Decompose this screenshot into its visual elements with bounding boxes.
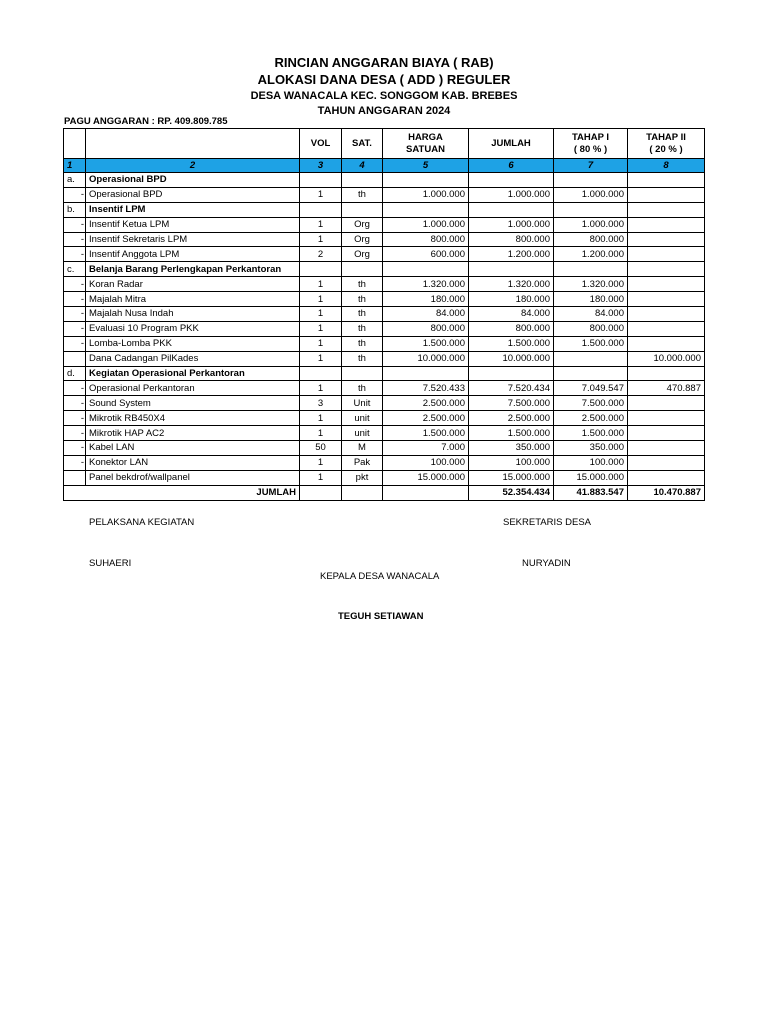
item-sat: Org bbox=[342, 217, 383, 232]
kepala-title: KEPALA DESA WANACALA bbox=[320, 571, 440, 582]
row-number: - bbox=[64, 307, 86, 322]
item-harga: 800.000 bbox=[383, 321, 469, 336]
row-number: - bbox=[64, 247, 86, 262]
item-jumlah: 350.000 bbox=[469, 441, 554, 456]
item-tahap1: 1.500.000 bbox=[554, 426, 628, 441]
item-vol: 3 bbox=[300, 396, 342, 411]
item-vol: 1 bbox=[300, 470, 342, 485]
item-tahap1: 800.000 bbox=[554, 321, 628, 336]
empty-cell bbox=[383, 202, 469, 217]
kepala-name: TEGUH SETIAWAN bbox=[338, 611, 424, 622]
empty-cell bbox=[469, 202, 554, 217]
row-number bbox=[64, 470, 86, 485]
item-tahap2: 10.000.000 bbox=[628, 351, 705, 366]
column-number: 7 bbox=[554, 159, 628, 173]
item-name: Majalah Mitra bbox=[86, 292, 300, 307]
row-number: - bbox=[64, 187, 86, 202]
item-tahap1: 1.500.000 bbox=[554, 336, 628, 351]
item-sat: th bbox=[342, 277, 383, 292]
item-harga: 1.000.000 bbox=[383, 187, 469, 202]
empty-cell bbox=[628, 366, 705, 381]
village-line: DESA WANACALA KEC. SONGGOM KAB. BREBES bbox=[250, 90, 518, 102]
header-no bbox=[64, 129, 86, 159]
item-tahap1 bbox=[554, 351, 628, 366]
item-harga: 1.500.000 bbox=[383, 426, 469, 441]
table-row bbox=[64, 336, 705, 351]
item-sat: th bbox=[342, 336, 383, 351]
item-tahap1: 180.000 bbox=[554, 292, 628, 307]
column-number: 6 bbox=[469, 159, 554, 173]
fiscal-year-line: TAHUN ANGGARAN 2024 bbox=[317, 105, 451, 117]
table-row bbox=[64, 455, 705, 470]
item-name: Sound System bbox=[86, 396, 300, 411]
table-row bbox=[64, 321, 705, 336]
item-jumlah: 1.320.000 bbox=[469, 277, 554, 292]
item-vol: 1 bbox=[300, 232, 342, 247]
item-sat: M bbox=[342, 441, 383, 456]
column-number: 5 bbox=[383, 159, 469, 173]
row-number: b. bbox=[64, 202, 86, 217]
row-number: - bbox=[64, 336, 86, 351]
item-harga: 1.500.000 bbox=[383, 336, 469, 351]
row-number: - bbox=[64, 292, 86, 307]
column-number: 4 bbox=[342, 159, 383, 173]
item-jumlah: 800.000 bbox=[469, 321, 554, 336]
item-sat: Org bbox=[342, 232, 383, 247]
sekretaris-name: NURYADIN bbox=[522, 558, 571, 569]
section-name: Belanja Barang Perlengkapan Perkantoran bbox=[86, 262, 300, 277]
empty-cell bbox=[300, 173, 342, 188]
section-row bbox=[64, 173, 705, 188]
header-vol: VOL bbox=[300, 129, 342, 159]
item-harga: 1.000.000 bbox=[383, 217, 469, 232]
empty-cell bbox=[628, 262, 705, 277]
document-subtitle: ALOKASI DANA DESA ( ADD ) REGULER bbox=[257, 72, 511, 87]
item-jumlah: 800.000 bbox=[469, 232, 554, 247]
total-jumlah: 52.354.434 bbox=[469, 485, 554, 500]
item-tahap1: 84.000 bbox=[554, 307, 628, 322]
table-row bbox=[64, 470, 705, 485]
table-row bbox=[64, 217, 705, 232]
row-number: - bbox=[64, 411, 86, 426]
empty-cell bbox=[383, 366, 469, 381]
row-number bbox=[64, 351, 86, 366]
item-tahap2 bbox=[628, 441, 705, 456]
item-tahap2 bbox=[628, 292, 705, 307]
item-jumlah: 1.000.000 bbox=[469, 187, 554, 202]
item-name: Evaluasi 10 Program PKK bbox=[86, 321, 300, 336]
item-harga: 2.500.000 bbox=[383, 411, 469, 426]
item-jumlah: 15.000.000 bbox=[469, 470, 554, 485]
item-name: Kabel LAN bbox=[86, 441, 300, 456]
row-number: - bbox=[64, 232, 86, 247]
item-vol: 1 bbox=[300, 292, 342, 307]
table-row bbox=[64, 351, 705, 366]
header-sat: SAT. bbox=[342, 129, 383, 159]
header-tahap2: TAHAP II ( 20 % ) bbox=[628, 129, 705, 159]
item-sat: th bbox=[342, 187, 383, 202]
item-harga: 2.500.000 bbox=[383, 396, 469, 411]
pelaksana-name: SUHAERI bbox=[89, 558, 132, 569]
section-name: Kegiatan Operasional Perkantoran bbox=[86, 366, 300, 381]
item-tahap1: 1.000.000 bbox=[554, 217, 628, 232]
table-row bbox=[64, 292, 705, 307]
item-vol: 50 bbox=[300, 441, 342, 456]
item-tahap2 bbox=[628, 232, 705, 247]
row-number: - bbox=[64, 441, 86, 456]
empty-cell bbox=[469, 366, 554, 381]
item-name: Operasional Perkantoran bbox=[86, 381, 300, 396]
item-tahap1: 7.500.000 bbox=[554, 396, 628, 411]
row-number: c. bbox=[64, 262, 86, 277]
item-harga: 1.320.000 bbox=[383, 277, 469, 292]
item-sat: Pak bbox=[342, 455, 383, 470]
empty-cell bbox=[554, 173, 628, 188]
column-number: 1 bbox=[64, 159, 86, 173]
item-tahap1: 1.000.000 bbox=[554, 187, 628, 202]
item-vol: 1 bbox=[300, 426, 342, 441]
item-harga: 180.000 bbox=[383, 292, 469, 307]
item-tahap2 bbox=[628, 470, 705, 485]
item-name: Majalah Nusa Indah bbox=[86, 307, 300, 322]
item-name: Insentif Sekretaris LPM bbox=[86, 232, 300, 247]
item-harga: 600.000 bbox=[383, 247, 469, 262]
empty-cell bbox=[383, 262, 469, 277]
document-header bbox=[0, 54, 768, 119]
item-tahap2 bbox=[628, 277, 705, 292]
sekretaris-title: SEKRETARIS DESA bbox=[503, 517, 591, 528]
row-number: - bbox=[64, 321, 86, 336]
item-name: Mikrotik RB450X4 bbox=[86, 411, 300, 426]
item-sat: th bbox=[342, 321, 383, 336]
item-vol: 1 bbox=[300, 217, 342, 232]
item-jumlah: 2.500.000 bbox=[469, 411, 554, 426]
budget-table bbox=[63, 128, 705, 501]
item-tahap1: 15.000.000 bbox=[554, 470, 628, 485]
empty-cell bbox=[342, 262, 383, 277]
item-tahap2: 470.887 bbox=[628, 381, 705, 396]
budget-ceiling: PAGU ANGGARAN : RP. 409.809.785 bbox=[64, 116, 228, 127]
item-harga: 84.000 bbox=[383, 307, 469, 322]
row-number: - bbox=[64, 396, 86, 411]
item-tahap1: 100.000 bbox=[554, 455, 628, 470]
section-row bbox=[64, 366, 705, 381]
item-name: Mikrotik HAP AC2 bbox=[86, 426, 300, 441]
document-title: RINCIAN ANGGARAN BIAYA ( RAB) bbox=[274, 55, 494, 70]
item-sat: th bbox=[342, 351, 383, 366]
item-tahap2 bbox=[628, 396, 705, 411]
header-jumlah: JUMLAH bbox=[469, 129, 554, 159]
header-tahap1: TAHAP I ( 80 % ) bbox=[554, 129, 628, 159]
column-number: 8 bbox=[628, 159, 705, 173]
pelaksana-title: PELAKSANA KEGIATAN bbox=[89, 517, 195, 528]
item-jumlah: 1.000.000 bbox=[469, 217, 554, 232]
item-vol: 1 bbox=[300, 187, 342, 202]
empty-cell bbox=[342, 366, 383, 381]
table-body bbox=[64, 173, 705, 486]
empty-cell bbox=[469, 173, 554, 188]
table-row bbox=[64, 307, 705, 322]
table-row bbox=[64, 441, 705, 456]
item-tahap1: 2.500.000 bbox=[554, 411, 628, 426]
item-jumlah: 1.500.000 bbox=[469, 336, 554, 351]
item-tahap2 bbox=[628, 321, 705, 336]
table-row bbox=[64, 381, 705, 396]
empty-cell bbox=[300, 202, 342, 217]
item-vol: 2 bbox=[300, 247, 342, 262]
table-row bbox=[64, 232, 705, 247]
item-name: Koran Radar bbox=[86, 277, 300, 292]
item-name: Insentif Anggota LPM bbox=[86, 247, 300, 262]
item-jumlah: 1.500.000 bbox=[469, 426, 554, 441]
section-name: Operasional BPD bbox=[86, 173, 300, 188]
item-sat: unit bbox=[342, 411, 383, 426]
column-number: 3 bbox=[300, 159, 342, 173]
item-harga: 800.000 bbox=[383, 232, 469, 247]
total-row bbox=[64, 485, 705, 500]
row-number: - bbox=[64, 426, 86, 441]
row-number: - bbox=[64, 217, 86, 232]
item-name: Operasional BPD bbox=[86, 187, 300, 202]
section-name: Insentif LPM bbox=[86, 202, 300, 217]
item-tahap1: 1.320.000 bbox=[554, 277, 628, 292]
table-row bbox=[64, 426, 705, 441]
table-row bbox=[64, 277, 705, 292]
item-tahap1: 7.049.547 bbox=[554, 381, 628, 396]
item-harga: 100.000 bbox=[383, 455, 469, 470]
item-harga: 7.000 bbox=[383, 441, 469, 456]
item-tahap1: 800.000 bbox=[554, 232, 628, 247]
item-harga: 7.520.433 bbox=[383, 381, 469, 396]
item-tahap2 bbox=[628, 247, 705, 262]
table-row bbox=[64, 187, 705, 202]
item-name: Panel bekdrof/wallpanel bbox=[86, 470, 300, 485]
item-tahap2 bbox=[628, 187, 705, 202]
empty-cell bbox=[628, 202, 705, 217]
empty-cell bbox=[383, 173, 469, 188]
total-tahap2: 10.470.887 bbox=[628, 485, 705, 500]
item-sat: Unit bbox=[342, 396, 383, 411]
row-number: d. bbox=[64, 366, 86, 381]
table-row bbox=[64, 247, 705, 262]
column-number-row bbox=[64, 159, 705, 173]
empty-cell bbox=[469, 262, 554, 277]
item-tahap2 bbox=[628, 455, 705, 470]
item-name: Dana Cadangan PilKades bbox=[86, 351, 300, 366]
empty-cell bbox=[342, 173, 383, 188]
item-jumlah: 7.520.434 bbox=[469, 381, 554, 396]
item-vol: 1 bbox=[300, 455, 342, 470]
empty-cell bbox=[554, 202, 628, 217]
item-tahap2 bbox=[628, 411, 705, 426]
item-jumlah: 84.000 bbox=[469, 307, 554, 322]
item-name: Insentif Ketua LPM bbox=[86, 217, 300, 232]
item-vol: 1 bbox=[300, 336, 342, 351]
item-sat: unit bbox=[342, 426, 383, 441]
item-sat: th bbox=[342, 307, 383, 322]
empty-cell bbox=[554, 366, 628, 381]
item-sat: pkt bbox=[342, 470, 383, 485]
item-sat: th bbox=[342, 292, 383, 307]
item-vol: 1 bbox=[300, 381, 342, 396]
column-number: 2 bbox=[86, 159, 300, 173]
table-row bbox=[64, 396, 705, 411]
empty-cell bbox=[300, 366, 342, 381]
item-tahap2 bbox=[628, 217, 705, 232]
total-tahap1: 41.883.547 bbox=[554, 485, 628, 500]
item-name: Lomba-Lomba PKK bbox=[86, 336, 300, 351]
row-number: - bbox=[64, 277, 86, 292]
item-jumlah: 1.200.000 bbox=[469, 247, 554, 262]
item-sat: th bbox=[342, 381, 383, 396]
item-jumlah: 7.500.000 bbox=[469, 396, 554, 411]
item-harga: 10.000.000 bbox=[383, 351, 469, 366]
item-vol: 1 bbox=[300, 321, 342, 336]
item-tahap1: 1.200.000 bbox=[554, 247, 628, 262]
item-jumlah: 180.000 bbox=[469, 292, 554, 307]
item-vol: 1 bbox=[300, 307, 342, 322]
header-harga: HARGA SATUAN bbox=[383, 129, 469, 159]
item-tahap1: 350.000 bbox=[554, 441, 628, 456]
empty-cell bbox=[628, 173, 705, 188]
item-tahap2 bbox=[628, 426, 705, 441]
item-jumlah: 100.000 bbox=[469, 455, 554, 470]
table-row bbox=[64, 411, 705, 426]
item-tahap2 bbox=[628, 307, 705, 322]
empty-cell bbox=[300, 262, 342, 277]
item-sat: Org bbox=[342, 247, 383, 262]
item-vol: 1 bbox=[300, 351, 342, 366]
item-vol: 1 bbox=[300, 411, 342, 426]
header-description bbox=[86, 129, 300, 159]
section-row bbox=[64, 202, 705, 217]
row-number: - bbox=[64, 455, 86, 470]
total-label: JUMLAH bbox=[86, 485, 300, 500]
row-number: - bbox=[64, 381, 86, 396]
item-tahap2 bbox=[628, 336, 705, 351]
section-row bbox=[64, 262, 705, 277]
item-harga: 15.000.000 bbox=[383, 470, 469, 485]
item-name: Konektor LAN bbox=[86, 455, 300, 470]
empty-cell bbox=[342, 202, 383, 217]
item-vol: 1 bbox=[300, 277, 342, 292]
row-number: a. bbox=[64, 173, 86, 188]
empty-cell bbox=[554, 262, 628, 277]
table-header-row bbox=[64, 129, 705, 159]
item-jumlah: 10.000.000 bbox=[469, 351, 554, 366]
